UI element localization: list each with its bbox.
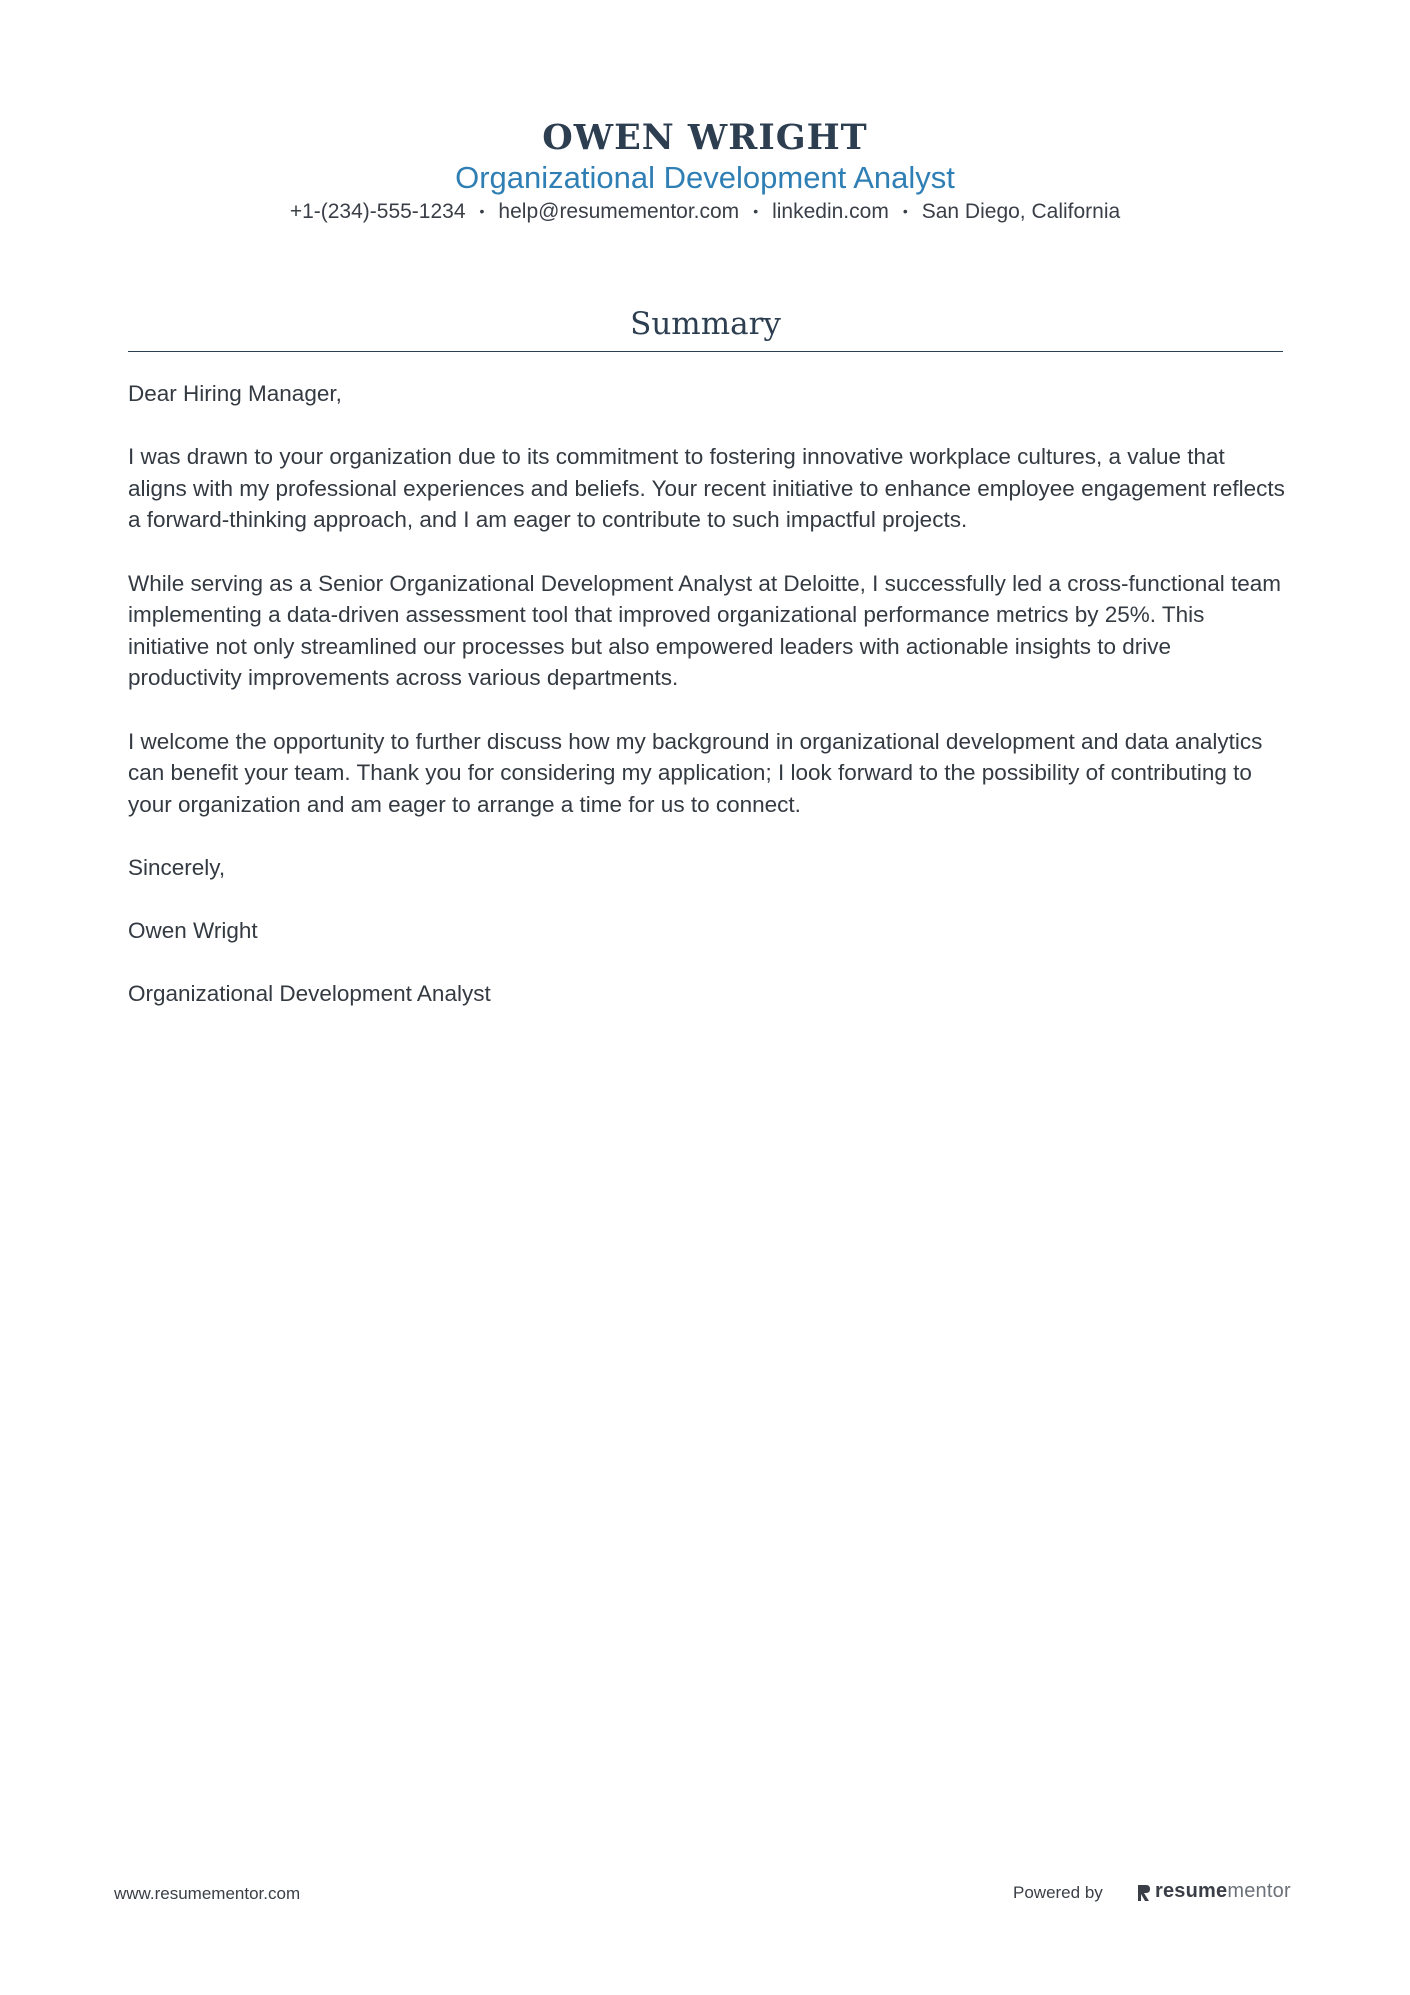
section-divider	[128, 351, 1283, 352]
contact-linkedin[interactable]: linkedin.com	[772, 200, 889, 223]
signature-title: Organizational Development Analyst	[128, 981, 491, 1007]
footer-website[interactable]: www.resumementor.com	[114, 1884, 301, 1903]
resumementor-logo-icon	[1136, 1883, 1152, 1903]
letter-paragraph: While serving as a Senior Organizational Development Analyst at Deloitte, I successfully led a cross-functional team implementing a data-driven assessment tool that improved organizational performance metrics by 25%. This initiative not only streamlined our processes but also empowered leaders with actionable insights to drive productivity improvements across various departments.	[128, 570, 1282, 691]
letter-closing: Sincerely,	[128, 854, 226, 880]
signature-name: Owen Wright	[128, 918, 258, 944]
candidate-job-title: Organizational Development Analyst	[455, 160, 955, 195]
contact-email[interactable]: help@resumementor.com	[498, 200, 740, 223]
section-title-summary: Summary	[630, 306, 781, 342]
letter-paragraph: I welcome the opportunity to further discuss how my background in organizational development and data analytics can benefit your team. Thank you for considering my application; I look forward to the possibility of contributing to your organization and am eager to arrange a time for us to connect.	[128, 728, 1263, 817]
letter-paragraph: I was drawn to your organization due to its commitment to fostering innovative workplace cultures, a value that aligns with my professional experiences and beliefs. Your recent initiative to enhance employee engagement reflects a forward-thinking approach, and I am eager to contribute to such impactful projects.	[128, 444, 1285, 533]
candidate-name: OWEN WRIGHT	[542, 117, 868, 158]
letter-greeting: Dear Hiring Manager,	[128, 381, 342, 406]
contact-separator: •	[902, 203, 908, 219]
resume-header	[0, 116, 1410, 227]
brand-name-light: mentor	[1227, 1880, 1291, 1902]
footer-branding	[1013, 1880, 1303, 1908]
contact-phone: +1-(234)-555-1234	[289, 200, 466, 223]
letter-body	[128, 378, 1288, 1041]
contact-line	[0, 196, 1410, 227]
brand-name-bold: resume	[1155, 1880, 1228, 1902]
contact-separator: •	[753, 203, 759, 219]
contact-separator: •	[479, 203, 485, 219]
contact-location: San Diego, California	[921, 200, 1121, 223]
powered-by-label: Powered by	[1013, 1883, 1103, 1902]
brand-name	[1155, 1880, 1291, 1903]
